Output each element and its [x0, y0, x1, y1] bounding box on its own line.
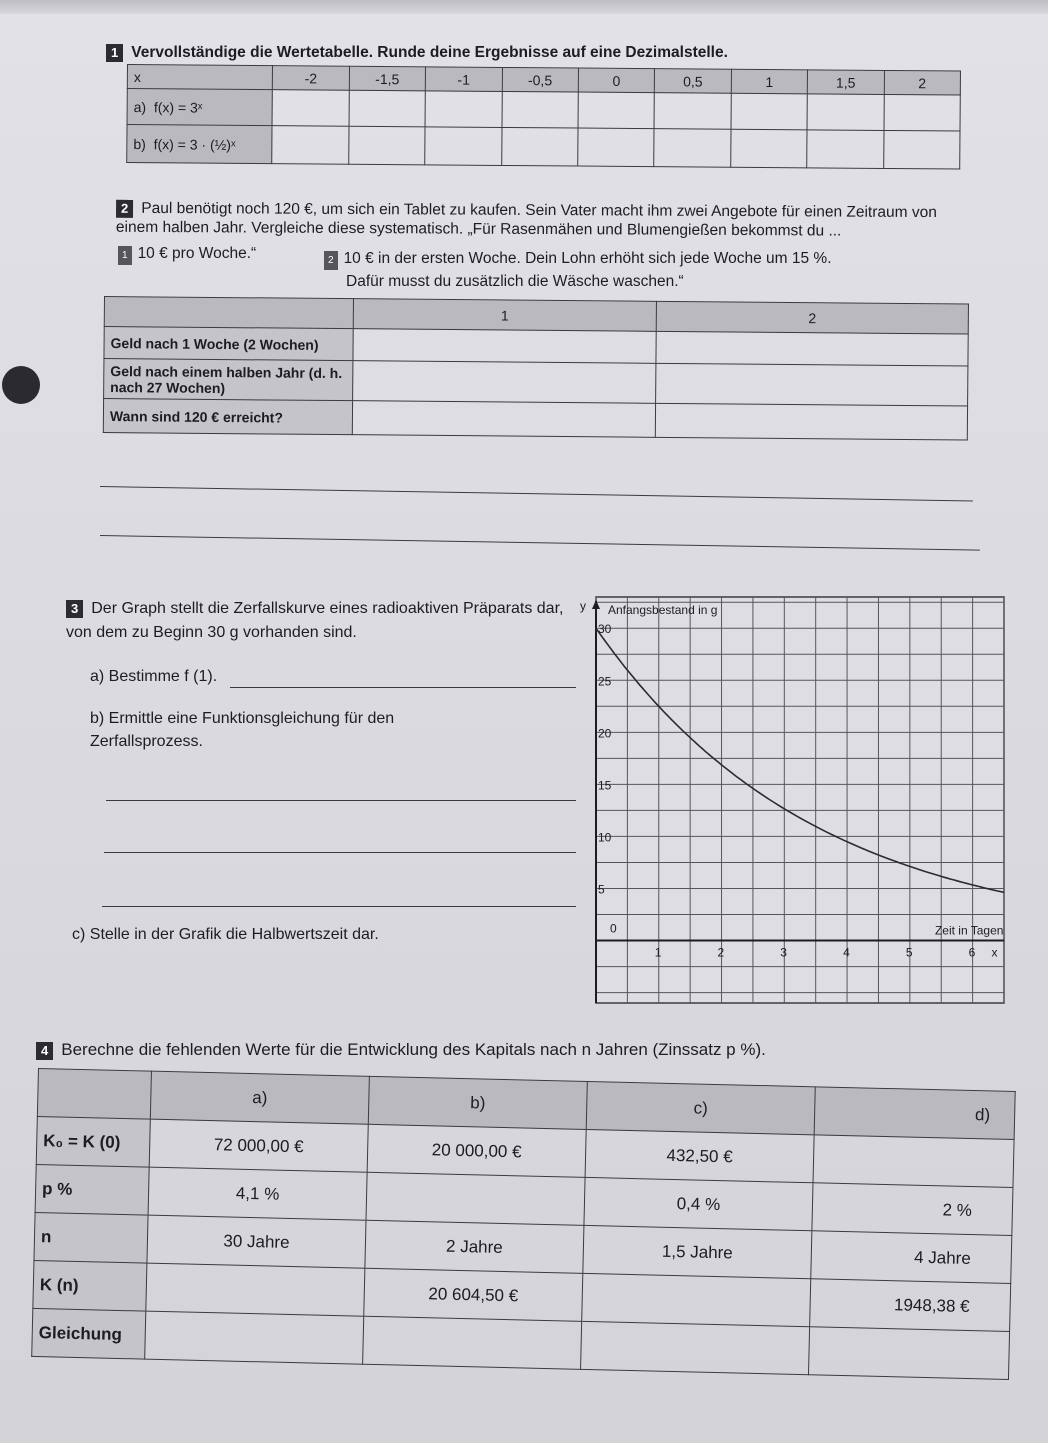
- corner-cell: [104, 297, 353, 329]
- given-value: 72 000,00 €: [149, 1119, 368, 1172]
- value-cell[interactable]: [502, 91, 579, 128]
- value-cell[interactable]: [348, 126, 425, 165]
- given-value: 1,5 Jahre: [583, 1225, 812, 1278]
- given-value: 20 000,00 €: [367, 1124, 586, 1177]
- task1-number: 1: [106, 44, 123, 62]
- value-cell[interactable]: [425, 91, 502, 128]
- blank-answer-cell[interactable]: [581, 1321, 810, 1374]
- row-label: Gleichung: [32, 1308, 146, 1359]
- punch-hole: [2, 366, 40, 404]
- given-value: 1948,38 €: [810, 1279, 1011, 1332]
- given-value: 2 %: [812, 1183, 1013, 1236]
- answer-line[interactable]: [106, 800, 576, 801]
- value-cell[interactable]: [807, 94, 884, 131]
- given-value: 2 Jahre: [365, 1220, 584, 1273]
- row-label: p %: [35, 1164, 149, 1215]
- row-when-120-reached: Wann sind 120 € erreicht?: [103, 399, 352, 435]
- y-axis-label: Anfangsbestand in g: [608, 603, 718, 617]
- x-label-cell: x: [127, 65, 272, 90]
- value-cell[interactable]: [349, 90, 426, 127]
- y-tick-label: 20: [598, 726, 612, 741]
- y-tick-label: 5: [598, 882, 605, 897]
- task2-comparison-table: [103, 296, 969, 441]
- x-tick-label: 3: [780, 945, 787, 960]
- blank-answer-cell[interactable]: [146, 1263, 365, 1316]
- blank-answer-cell[interactable]: [582, 1273, 811, 1326]
- x-value-7: 1,5: [807, 70, 884, 95]
- x-value-1: -1,5: [349, 66, 426, 91]
- answer-line[interactable]: [104, 852, 576, 853]
- task3-b: b) Ermittle eine Funktionsgleichung für den Zerfallsprozess.: [90, 710, 395, 750]
- y-tick-label: 30: [598, 622, 612, 637]
- y-tick-label: 10: [598, 830, 612, 845]
- blank-answer-cell[interactable]: [366, 1172, 585, 1225]
- given-value: 0,4 %: [584, 1177, 813, 1230]
- task2-number: 2: [116, 200, 133, 218]
- given-value: 4,1 %: [148, 1167, 367, 1220]
- task3-a: a) Bestimme f (1).: [90, 668, 218, 685]
- x-tick-label: 4: [843, 945, 850, 960]
- offer2: 2 10 € in der ersten Woche. Dein Lohn erhöht sich jede Woche um 15 %.: [324, 249, 864, 270]
- value-cell[interactable]: [654, 93, 731, 130]
- task3-text: 3 Der Graph stellt die Zerfallskurve eines radioaktiven Präparats dar, von dem zu Beginn 30 g vorhanden sind.: [66, 600, 564, 641]
- value-cell[interactable]: [884, 94, 961, 131]
- x-value-8: 2: [884, 70, 961, 95]
- cell-r2-c1[interactable]: [353, 361, 656, 404]
- blank-answer-cell[interactable]: [363, 1316, 582, 1369]
- x-axis-label: Zeit in Tagen: [934, 923, 1004, 938]
- cell-r3-c1[interactable]: [352, 401, 655, 438]
- x-axis-name: x: [991, 945, 998, 960]
- x-value-4: 0: [578, 68, 655, 93]
- answer-line[interactable]: [102, 906, 576, 907]
- value-cell[interactable]: [883, 130, 960, 169]
- value-cell[interactable]: [578, 128, 655, 167]
- given-value: 432,50 €: [585, 1129, 814, 1182]
- offer2-continued: Dafür musst du zusätzlich die Wäsche waschen.“: [346, 273, 684, 290]
- value-cell[interactable]: [578, 92, 655, 129]
- task2-heading: [116, 199, 966, 241]
- cell-r2-c2[interactable]: [656, 363, 968, 406]
- col-b-header: b): [368, 1076, 587, 1129]
- value-cell[interactable]: [501, 127, 578, 166]
- cell-r1-c1[interactable]: [353, 329, 656, 364]
- task4-heading: 4 Berechne die fehlenden Werte für die Entwicklung des Kapitals nach n Jahren (Zinssatz p %).: [36, 1040, 766, 1060]
- blank-answer-cell[interactable]: [145, 1311, 364, 1364]
- x-tick-label: 5: [905, 945, 913, 960]
- cell-r1-c2[interactable]: [656, 331, 968, 366]
- task4-capital-table: [31, 1068, 1016, 1380]
- x-value-6: 1: [731, 69, 808, 94]
- row-money-half-year: Geld nach einem halben Jahr (d. h. nach 27 Wochen): [104, 359, 353, 401]
- row-label: n: [34, 1212, 148, 1263]
- offer2-column-header: 2: [656, 301, 968, 334]
- x-value-0: -2: [273, 66, 350, 91]
- offer1-column-header: 1: [353, 299, 656, 332]
- task2-text: Paul benötigt noch 120 €, um sich ein Tablet zu kaufen. Sein Vater macht ihm zwei Angebote für einen Zeitraum von einem halben Jahr. Vergleiche diese systematisch. „Für Rasenmähen und Blumengießen bekommst du ...: [115, 199, 937, 240]
- task1-heading: [106, 43, 728, 62]
- value-cell[interactable]: [272, 90, 349, 127]
- row-b-label: b) f(x) = 3 · (½)ˣ: [127, 125, 273, 164]
- row-label: K (n): [33, 1260, 147, 1311]
- y-tick-label: 25: [598, 674, 612, 689]
- x-value-3: -0,5: [502, 67, 579, 92]
- decay-chart: [580, 597, 1004, 1003]
- corner-cell: [37, 1069, 151, 1120]
- x-tick-label: 0: [610, 921, 617, 936]
- col-a-header: a): [150, 1071, 369, 1124]
- row-a-label: a) f(x) = 3ˣ: [127, 89, 273, 126]
- value-cell[interactable]: [654, 129, 731, 168]
- y-axis-name: y: [580, 599, 586, 613]
- blank-answer-cell[interactable]: [813, 1135, 1014, 1188]
- task1-instruction: Vervollständige die Wertetabelle. Runde deine Ergebnisse auf eine Dezimalstelle.: [131, 44, 728, 61]
- task3-c: c) Stelle in der Grafik die Halbwertszeit dar.: [72, 926, 379, 943]
- row-label: K₀ = K (0): [36, 1116, 150, 1167]
- given-value: 20 604,50 €: [364, 1268, 583, 1321]
- row-money-1-week: Geld nach 1 Woche (2 Wochen): [104, 327, 353, 361]
- task1-value-table: [126, 64, 961, 170]
- col-c-header: c): [586, 1081, 815, 1134]
- answer-line[interactable]: [230, 687, 576, 688]
- x-tick-label: 6: [968, 945, 976, 960]
- y-tick-label: 15: [598, 778, 612, 793]
- blank-answer-cell[interactable]: [808, 1327, 1009, 1380]
- col-d-header: d): [814, 1087, 1015, 1140]
- x-value-5: 0,5: [655, 69, 732, 94]
- cell-r3-c2[interactable]: [655, 403, 967, 440]
- offer1: 1 10 € pro Woche.“: [118, 244, 256, 265]
- x-tick-label: 1: [654, 945, 662, 960]
- value-cell[interactable]: [425, 127, 502, 166]
- given-value: 30 Jahre: [147, 1215, 366, 1268]
- x-tick-label: 2: [717, 945, 725, 960]
- value-cell[interactable]: [272, 126, 349, 165]
- x-value-2: -1: [425, 67, 502, 92]
- given-value: 4 Jahre: [811, 1231, 1012, 1284]
- value-cell[interactable]: [807, 130, 884, 169]
- page-edge: [0, 0, 1048, 14]
- value-cell[interactable]: [731, 93, 808, 130]
- value-cell[interactable]: [730, 129, 807, 168]
